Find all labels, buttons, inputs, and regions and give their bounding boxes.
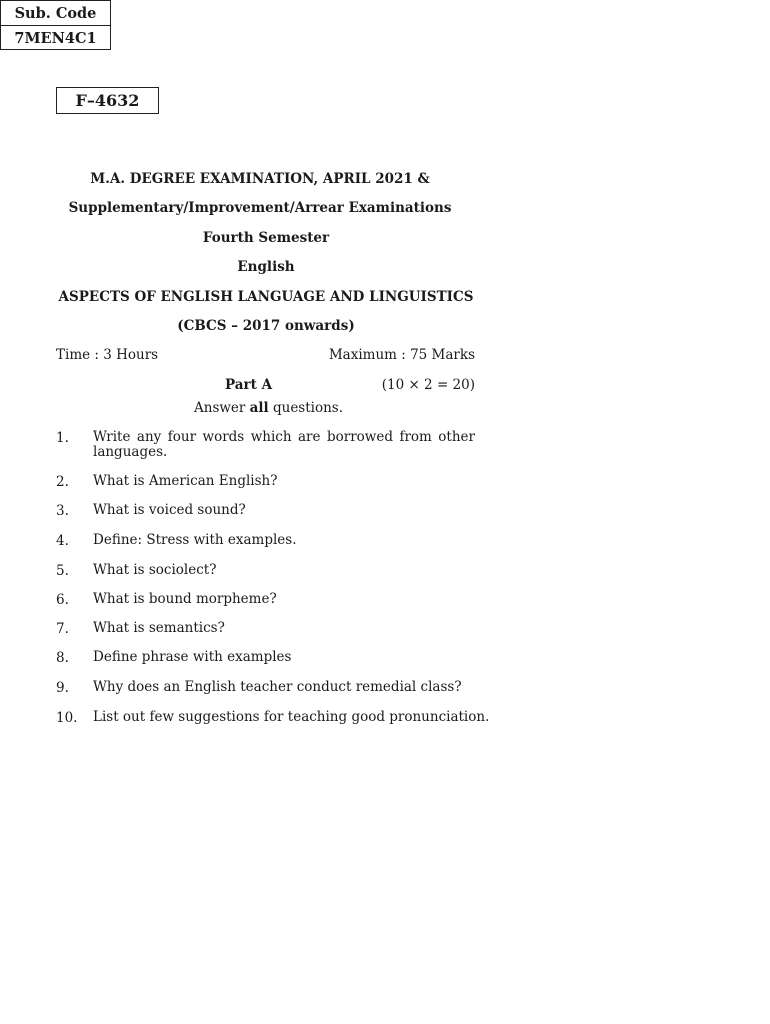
semester: Fourth Semester <box>202 230 330 246</box>
question-number: 5. <box>56 563 69 579</box>
question-number: 8. <box>56 650 69 666</box>
paper-code: F–4632 <box>75 91 140 110</box>
question-number: 3. <box>56 503 69 519</box>
part-a-instruction: Answer all questions. <box>194 400 344 416</box>
question-text: What is American English? <box>93 473 278 489</box>
sub-code-box <box>0 0 111 50</box>
question-text: What is sociolect? <box>93 562 217 578</box>
sub-code-label: Sub. Code <box>1 1 110 26</box>
sub-code-value: 7MEN4C1 <box>14 29 97 47</box>
question-number: 1. <box>56 430 69 446</box>
question-number: 6. <box>56 592 69 608</box>
question-number: 10. <box>56 710 78 726</box>
question-text: Define: Stress with examples. <box>93 532 297 548</box>
question-text: Why does an English teacher conduct remedial class? <box>93 679 462 695</box>
part-a-marks: (10 × 2 = 20) <box>381 377 475 393</box>
question-text: Write any four words which are borrowed from other languages. <box>93 429 475 460</box>
question-text: List out few suggestions for teaching good pronunciation. <box>93 709 490 725</box>
question-text: What is bound morpheme? <box>93 591 277 607</box>
exam-title: M.A. DEGREE EXAMINATION, APRIL 2021 & <box>90 171 430 187</box>
max-marks: Maximum : 75 Marks <box>328 347 475 363</box>
paper-code-box <box>56 87 159 114</box>
paper-title: ASPECTS OF ENGLISH LANGUAGE AND LINGUISTICS <box>58 289 474 305</box>
question-number: 4. <box>56 533 69 549</box>
question-number: 9. <box>56 680 69 696</box>
question-text: What is semantics? <box>93 620 225 636</box>
exam-subtitle: Supplementary/Improvement/Arrear Examinations <box>68 200 452 216</box>
scheme: (CBCS – 2017 onwards) <box>177 318 355 334</box>
question-number: 7. <box>56 621 69 637</box>
question-text: What is voiced sound? <box>93 502 246 518</box>
subject: English <box>237 259 295 275</box>
question-number: 2. <box>56 474 69 490</box>
part-a-heading: Part A <box>225 377 273 393</box>
question-text: Define phrase with examples <box>93 649 292 665</box>
time-allowed: Time : 3 Hours <box>56 347 159 363</box>
